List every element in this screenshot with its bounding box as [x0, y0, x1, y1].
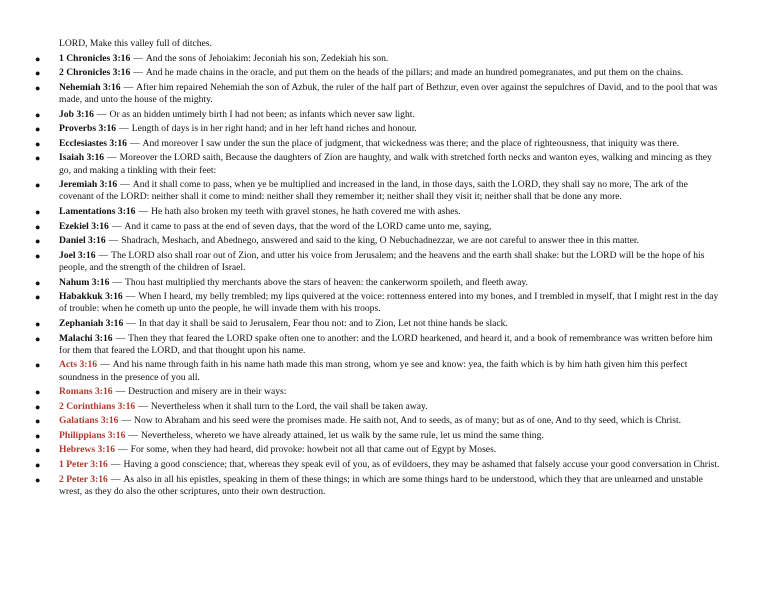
dash-separator: — [121, 415, 132, 427]
verse-text: And the sons of Jehoiakim: Jeconiah his son, Zedekiah his son. [145, 52, 389, 64]
dash-separator: — [138, 205, 149, 217]
dash-separator: — [123, 81, 134, 93]
list-item [35, 291, 721, 315]
verse-text: Destruction and misery are in their ways: [128, 386, 287, 398]
verse-text: And it came to pass at the end of seven days, that the word of the LORD came unto me, saying, [124, 220, 492, 232]
dash-separator: — [125, 291, 136, 303]
verse-reference-link[interactable]: Acts 3:16 [59, 359, 98, 371]
verse-text: In that day it shall be said to Jerusalem, Fear thou not: and to Zion, Let not thine hands be slack. [138, 317, 508, 329]
verse-reference-link[interactable]: Romans 3:16 [59, 386, 113, 398]
verse-reference: Ezekiel 3:16 [59, 220, 109, 232]
verse-reference: Habakkuk 3:16 [59, 291, 123, 303]
bullet-icon: ● [35, 68, 41, 79]
verse-text: Now to Abraham and his seed were the promises made. He saith not, And to seeds, as of many; but as of one, And to thy seed, which is Christ. [134, 415, 682, 427]
verse-reference-link[interactable]: 2 Corinthians 3:16 [59, 400, 136, 412]
verse-reference-link[interactable]: Philippians 3:16 [59, 429, 126, 441]
dash-separator: — [96, 108, 107, 120]
verse-reference-link[interactable]: 1 Peter 3:16 [59, 459, 108, 471]
list-item [35, 276, 721, 289]
verse-text: Nevertheless when it shall turn to the Lord, the vail shall be taken away. [150, 400, 428, 412]
verse-reference-link[interactable]: Hebrews 3:16 [59, 444, 116, 456]
dash-separator: — [118, 444, 128, 456]
list-item [35, 473, 721, 498]
verse-text: As also in all his epistles, speaking in them of these things; in which are some things hard to be understood, which they that are unlearned and unstable wrest, as they do also the other scriptures, unto their own destruction. [59, 473, 703, 497]
list-item [35, 108, 721, 121]
bullet-icon: ● [35, 153, 41, 164]
bullet-icon: ● [35, 236, 41, 247]
bullet-icon: ● [35, 138, 41, 149]
dash-separator: — [115, 332, 126, 344]
bullet-icon: ● [35, 250, 41, 261]
dash-separator: — [100, 359, 110, 371]
verse-reference: Jeremiah 3:16 [59, 179, 118, 191]
verse-text: For some, when they had heard, did provoke: howbeit not all that came out of Egypt by Moses. [130, 444, 497, 456]
list-item [35, 137, 721, 150]
bullet-icon: ● [35, 124, 41, 135]
bullet-icon: ● [35, 292, 41, 303]
list-item [35, 179, 721, 203]
list-item [35, 249, 721, 274]
bullet-icon: ● [35, 401, 41, 412]
verse-text: Nevertheless, whereto we have already attained, let us walk by the same rule, let us mind the same thing. [140, 429, 544, 441]
list-item [35, 317, 721, 330]
verse-text: Shadrach, Meshach, and Abednego, answered and said to the king, O Nebuchadnezzar, we are not careful to answer thee in this matter. [121, 235, 639, 247]
dash-separator: — [110, 459, 121, 471]
bullet-icon: ● [35, 206, 41, 217]
list-item [35, 67, 721, 79]
list-item [35, 359, 721, 383]
list-item [35, 332, 721, 357]
bullet-icon: ● [35, 416, 41, 427]
verse-text: Moreover the LORD saith, Because the daughters of Zion are haughty, and walk with stretched forth necks and wanton eyes, walking and mincing as they go, and making a tinkling with their feet: [59, 152, 712, 176]
bullet-icon: ● [35, 430, 41, 441]
list-item [35, 152, 721, 176]
verse-reference-link[interactable]: Galatians 3:16 [59, 415, 119, 427]
list-item [35, 444, 721, 456]
list-item [35, 205, 721, 218]
verse-text: When I heard, my belly trembled; my lips quivered at the voice: rottenness entered into my bones, and I trembled in myself, that I might rest in the day of trouble: when he cometh up unto the people, he will invade them with his troops. [59, 291, 719, 315]
verse-reference: Joel 3:16 [59, 249, 96, 261]
verse-reference: 2 Chronicles 3:16 [59, 67, 131, 79]
verse-text: Having a good conscience; that, whereas they speak evil of you, as of evildoers, they may be ashamed that falsely accuse your good conversation in Christ. [123, 459, 720, 471]
verse-text: The LORD also shall roar out of Zion, and utter his voice from Jerusalem; and the heavens and the earth shall shake: but the LORD will be the hope of his people, and the strength of the children of Israel. [59, 249, 705, 273]
dash-separator: — [120, 179, 130, 191]
verse-reference: Proverbs 3:16 [59, 123, 117, 135]
list-item [35, 220, 721, 233]
verse-text: And he made chains in the oracle, and put them on the heads of the pillars; and made an hundred pomegranates, and put them on the chains. [145, 67, 684, 79]
dash-separator: — [133, 52, 143, 64]
verse-text: And it shall come to pass, when ye be multiplied and increased in the land, in those days, saith the LORD, they shall say no more, The ark of the covenant of the LORD: neither shall it come to mind: neither shall they remember it; neither shall they visit it; neither shall that be done any more. [59, 179, 688, 203]
verse-text: And his name through faith in his name hath made this man strong, whom ye see and know: yea, the faith which is by him hath given him this perfect soundness in the presence of you all. [59, 359, 688, 383]
document-page [0, 38, 768, 498]
bullet-icon: ● [35, 474, 41, 485]
dash-separator: — [128, 429, 138, 441]
verse-text: And moreover I saw under the sun the place of judgment, that wickedness was there; and the place of righteousness, that iniquity was there. [142, 137, 680, 149]
bullet-icon: ● [35, 109, 41, 120]
list-item [35, 459, 721, 471]
dash-separator: — [98, 249, 109, 261]
verse-reference: 1 Chronicles 3:16 [59, 52, 131, 64]
list-item [35, 123, 721, 135]
list-item [35, 429, 721, 442]
verse-text: Length of days is in her right hand; and in her left hand riches and honour. [131, 123, 417, 135]
verse-reference: Nahum 3:16 [59, 276, 110, 288]
dash-separator: — [115, 386, 126, 398]
verse-text: Then they that feared the LORD spake often one to another: and the LORD hearkened, and heard it, and a book of remembrance was written before him for them that feared the LORD, and that thought upon his name. [59, 332, 713, 356]
verse-reference: Job 3:16 [59, 108, 94, 120]
bullet-icon: ● [35, 360, 41, 371]
dash-separator: — [133, 67, 143, 79]
list-item [35, 415, 721, 427]
dash-separator: — [107, 152, 117, 164]
verse-reference: Isaiah 3:16 [59, 152, 105, 164]
dash-separator: — [110, 473, 121, 485]
bullet-icon: ● [35, 277, 41, 288]
dash-separator: — [119, 123, 129, 135]
bullet-icon: ● [35, 53, 41, 64]
verse-text: He hath also broken my teeth with gravel stones, he hath covered me with ashes. [151, 205, 461, 217]
list-item [35, 386, 721, 398]
verse-reference: Lamentations 3:16 [59, 205, 136, 217]
dash-separator: — [129, 137, 140, 149]
bullet-icon: ● [35, 333, 41, 344]
verse-reference: Zephaniah 3:16 [59, 317, 124, 329]
dash-separator: — [138, 400, 148, 412]
verse-reference: Malachi 3:16 [59, 332, 113, 344]
dash-separator: — [108, 235, 119, 247]
verse-text: After him repaired Nehemiah the son of Azbuk, the ruler of the half part of Bethzur, even over against the sepulchres of David, and to the pool that was made, and unto the house of the mighty. [59, 81, 718, 105]
list-item [35, 52, 721, 65]
list-item [35, 235, 721, 247]
verse-reference: Nehemiah 3:16 [59, 81, 121, 93]
bullet-icon: ● [35, 180, 41, 191]
list-item [35, 81, 721, 106]
dash-separator: — [112, 276, 122, 288]
dash-separator: — [111, 220, 122, 232]
verse-reference: Ecclesiastes 3:16 [59, 137, 127, 149]
bullet-icon: ● [35, 221, 41, 232]
bullet-icon: ● [35, 445, 41, 456]
list-item [35, 400, 721, 413]
bullet-icon: ● [35, 318, 41, 329]
bullet-icon: ● [35, 387, 41, 398]
dash-separator: — [126, 317, 136, 329]
verse-text: Or as an hidden untimely birth I had not been; as infants which never saw light. [109, 108, 415, 120]
continuation-text: LORD, Make this valley full of ditches. [59, 38, 212, 49]
verse-reference-link[interactable]: 2 Peter 3:16 [59, 473, 108, 485]
verse-reference: Daniel 3:16 [59, 235, 106, 247]
bullet-icon: ● [35, 82, 41, 93]
verse-list [0, 53, 768, 498]
verse-text: Thou hast multiplied thy merchants above the stars of heaven: the cankerworm spoileth, and fleeth away. [124, 276, 528, 288]
bullet-icon: ● [35, 460, 41, 471]
